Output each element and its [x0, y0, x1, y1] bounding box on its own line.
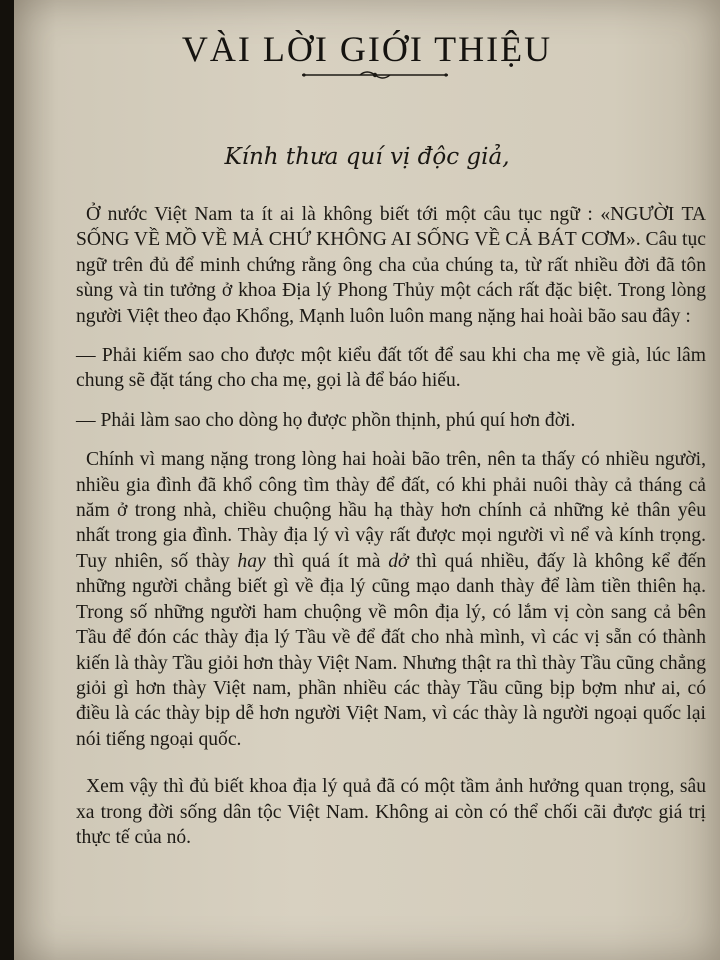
- emphasis-hay: hay: [237, 550, 266, 572]
- page-title: VÀI LỜI GIỚI THIỆU: [181, 29, 553, 69]
- book-page: [14, 0, 720, 960]
- paragraph-conclusion: Xem vậy thì đủ biết khoa địa lý quả đã có một tầm ảnh hưởng quan trọng, sâu xa trong đời sống dân tộc Việt Nam. Không ai còn có thể chối cãi được giá trị thực tế của nó.: [76, 776, 706, 848]
- paragraph-main-part-1: Chính vì mang nặng trong lòng hai hoài bão trên, nên ta thấy có nhiều người, nhiều gia đình đã khổ công tìm thày để đất, có khi phải nuôi thày cả tháng cả năm ở trong nhà, chiều chuộng hầu hạ thày hơn chính cả những kẻ thân yêu nhất trong gia đình. Thày địa lý vì vậy rất được mọi người vì nể và kính trọng. Tuy nhiên, số thày: [76, 449, 706, 572]
- salutation: Kính thưa quí vị độc giả,: [224, 144, 510, 170]
- paragraph-intro: Ở nước Việt Nam ta ít ai là không biết tới một câu tục ngữ : «NGƯỜI TA SỐNG VỀ MỒ VỀ MẢ CHỨ KHÔNG AI SỐNG VỀ CẢ BÁT CƠM». Câu tục ngữ trên đủ để minh chứng rằng ông cha của chúng ta, từ rất nhiều đời đã tôn sùng và tin tưởng ở khoa Địa lý Phong Thủy một cách rất đặc biệt. Trong lòng người Việt theo đạo Khổng, Mạnh luôn luôn mang nặng hai hoài bão sau đây :: [76, 204, 706, 327]
- body-text: [76, 202, 706, 850]
- emphasis-do: dở: [388, 550, 409, 572]
- paragraph-main-part-3: thì quá nhiều, đấy là không kể đến những người chẳng biết gì về địa lý cũng mạo danh thày để làm tiền thiên hạ. Trong số những người ham chuộng về môn địa lý, có lắm vị còn sang cả bên Tầu để đón các thày địa lý Tầu về để đất cho nhà mình, vì các vị sẵn có thành kiến là thày Tầu giỏi hơn thày Việt Nam. Nhưng thật ra thì thày Tầu cũng chẳng giỏi gì hơn thày Việt nam, phần nhiều các thày Tầu cũng bịp bợm như ai, có điều là các thày bịp dễ hơn người Việt Nam, vì các thày là người ngoại quốc lại nói tiếng ngoại quốc.: [76, 550, 707, 750]
- paragraph-main: [76, 447, 706, 752]
- paragraph-main-part-2: thì quá ít mà: [273, 550, 381, 572]
- paragraph-wish-1: — Phải kiếm sao cho được một kiểu đất tốt để sau khi cha mẹ về già, lúc lâm chung sẽ đặt táng cho cha mẹ, gọi là để báo hiếu.: [76, 345, 706, 392]
- title-ornament-divider: [300, 68, 450, 82]
- paragraph-wish-2: — Phải làm sao cho dòng họ được phồn thịnh, phú quí hơn đời.: [76, 409, 576, 431]
